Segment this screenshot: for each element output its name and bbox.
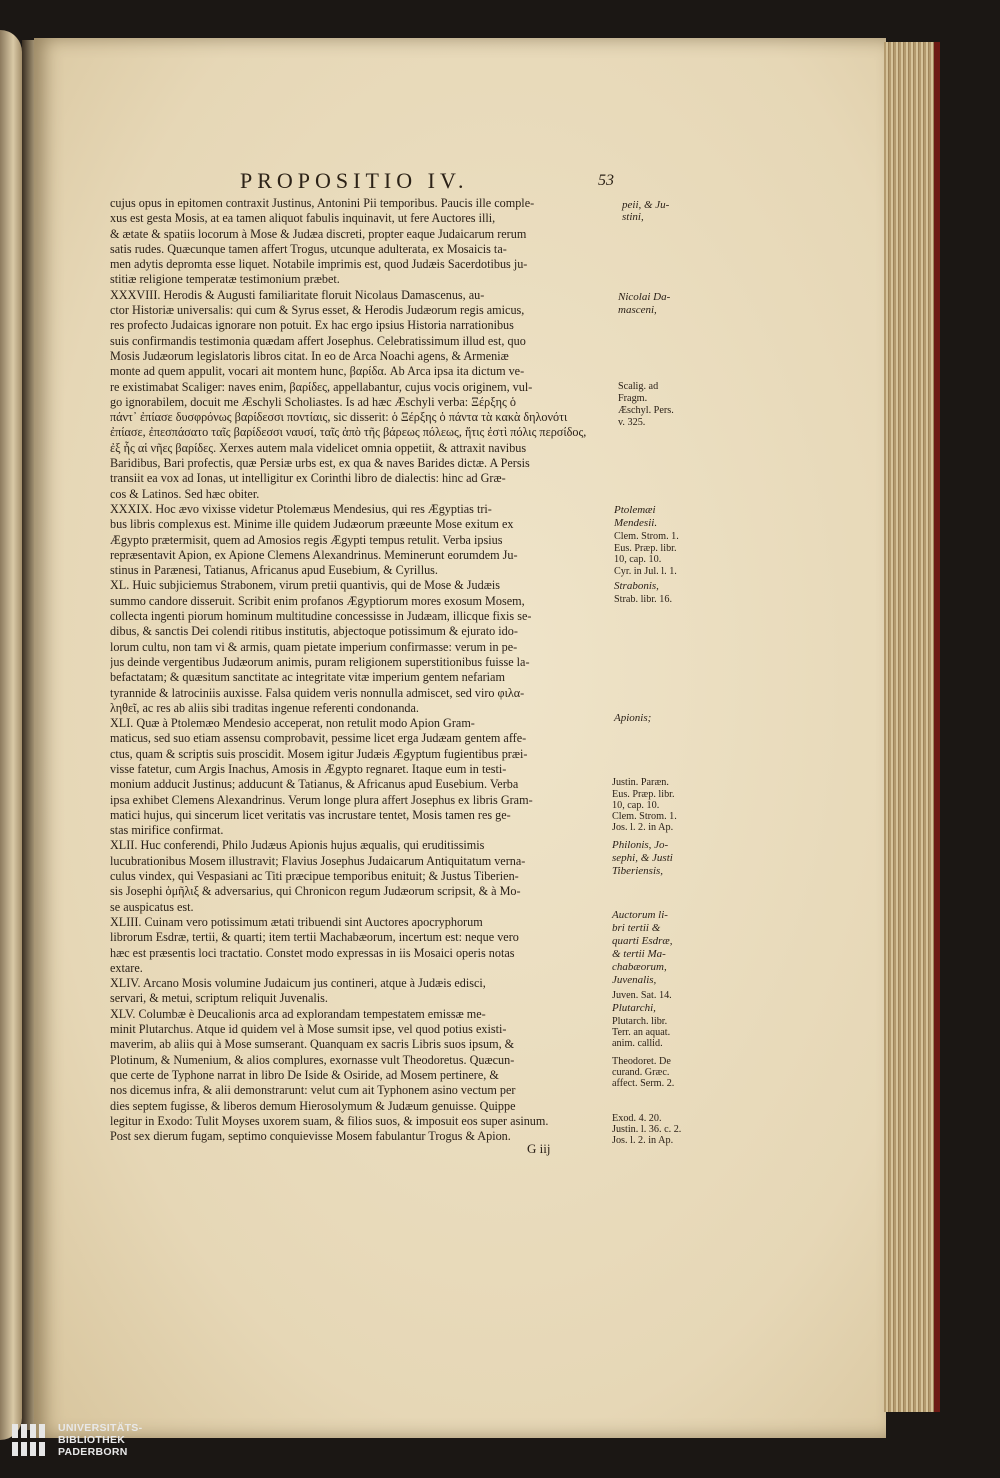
- text-line: lorum cultu, non tam vi & armis, quam pietate imperium confirmasse: verum in pe-: [110, 639, 518, 654]
- text-line: XL. Huic subjiciemus Strabonem, virum pretii quantivis, qui de Mose & Judæis: [110, 578, 500, 593]
- margin-note: Nicolai Da-: [618, 291, 671, 303]
- text-line: ipsa exhibet Clemens Alexandrinus. Verum longe plura affert Josephus ex libris Gram-: [110, 792, 533, 807]
- signature-mark: G iij: [527, 1141, 551, 1156]
- text-line: ctor Historiæ universalis: qui cum & Syrus esset, & Herodis Judæorum regis amicus,: [110, 303, 525, 318]
- margin-note: Plutarch. libr.: [612, 1016, 668, 1027]
- library-name-line: UNIVERSITÄTS-: [58, 1422, 143, 1434]
- text-line: culus vindex, qui Vespasiani ac Titi præcipue temporibus enituit; & Justus Tiberien-: [110, 869, 519, 884]
- margin-note: Cyr. in Jul. l. 1.: [614, 566, 677, 577]
- text-line: hæc est præsentis loci tractatio. Constet modo expressas in iis Mosaici operis notas: [110, 945, 515, 960]
- text-line: bus libris complexus est. Minime ille quidem Judæorum præeunte Mose exitum ex: [110, 517, 514, 532]
- text-line: XLII. Huc conferendi, Philo Judæus Apionis hujus æqualis, qui eruditissimis: [110, 838, 485, 853]
- margin-note: bri tertii &: [612, 922, 661, 934]
- text-line: librorum Esdræ, tertii, & quarti; item tertii Machabæorum, incertum est: neque vero: [110, 930, 519, 945]
- margin-note: Fragm.: [618, 393, 648, 404]
- text-line: befactatam; & quæsitum sanctitate ac integritate vitæ imperium gentem nefariam: [110, 670, 505, 685]
- text-line: se auspicatus est.: [110, 899, 194, 914]
- page-number: 53: [598, 172, 614, 189]
- margin-note: 10, cap. 10.: [612, 800, 660, 811]
- margin-note: Theodoret. De: [612, 1056, 671, 1067]
- text-line: stinus in Parænesi, Tatianus, Africanus apud Eusebium, & Cyrillus.: [110, 563, 438, 578]
- text-line: XLIV. Arcano Mosis volumine Judaicum jus contineri, atque à Judæis edisci,: [110, 976, 486, 991]
- margin-note: & tertii Ma-: [612, 948, 666, 960]
- text-line: visse fatetur, cum Argis Inachus, Amosis in Ægypto regnaret. Itaque eum in testi-: [110, 761, 507, 776]
- text-line: minit Plutarchus. Atque id quidem vel à Mose sumsit ipse, vel quod potius existi-: [110, 1022, 507, 1037]
- main-text: [110, 196, 608, 1160]
- text-line: XLI. Quæ à Ptolemæo Mendesio acceperat, non retulit modo Apion Gram-: [110, 716, 475, 731]
- margin-note: Clem. Strom. 1.: [612, 811, 677, 822]
- text-line: cos & Latinos. Sed hæc obiter.: [110, 486, 260, 501]
- margin-note: Apionis;: [614, 712, 652, 724]
- margin-note: Scalig. ad: [618, 381, 659, 392]
- text-line: & ætate & spatiis locorum à Mose & Judæa discreti, propter eaque Judaicarum rerum: [110, 226, 527, 241]
- running-header: PROPOSITIO IV.: [240, 168, 469, 193]
- text-line: ληθεῖ, ac res ab aliis sibi traditas ingenue referenti condonanda.: [110, 700, 419, 715]
- text-line: repræsentavit Apion, ex Apione Clemens Alexandrinus. Meminerunt eorumdem Ju-: [110, 547, 518, 562]
- margin-note: masceni,: [618, 304, 657, 316]
- margin-note: Eus. Præp. libr.: [614, 543, 677, 554]
- text-line: monium adducit Justinus; adducunt & Tatianus, & Africanus apud Eusebium. Verba: [110, 777, 519, 792]
- text-line: servari, & metui, scriptum reliquit Juvenalis.: [110, 991, 328, 1006]
- text-line: Mosis Judæorum legislatoris libros citat. In eo de Arca Noachi agens, & Armeniæ: [110, 348, 509, 363]
- library-name-line: PADERBORN: [58, 1446, 128, 1458]
- text-line: Post sex dierum fugam, septimo conquievisse Mosem fabulantur Trogus & Apion.: [110, 1129, 511, 1144]
- text-line: stitiæ religione temperatæ testimonium præbet.: [110, 272, 340, 287]
- text-line: cujus opus in epitomen contraxit Justinus, Antonini Pii temporibus. Paucis ille comple-: [110, 196, 535, 210]
- margin-note: sephi, & Justi: [612, 852, 673, 864]
- text-line: ctus, quam & scriptis suis proscidit. Mosem igitur Judæis Ægyptum fugientibus præi-: [110, 746, 528, 761]
- text-line: re existimabat Scaliger: naves enim, βαρίδες, appellabantur, cujus vocis originem, vul-: [110, 379, 533, 394]
- margin-note: v. 325.: [618, 417, 646, 428]
- text-line: jus deinde vergentibus Judæorum animis, puram religionem superstitionibus fuisse la-: [110, 654, 530, 669]
- margin-note: curand. Græc.: [612, 1067, 670, 1078]
- text-line: dies septem fugisse, & liberos demum Hierosolymum & Judæum genuisse. Quippe: [110, 1098, 516, 1113]
- margin-note: Plutarchi,: [612, 1002, 656, 1014]
- text-line: dibus, & sanctis Dei colendi ritibus institutis, abjectoque potissimum & ejurato ido-: [110, 624, 518, 639]
- text-line: men adytis depromta esse liquet. Notabile imprimis est, quod Judæis Sacerdotibus ju-: [110, 257, 528, 272]
- margin-note: Strabonis,: [614, 580, 659, 592]
- text-line: xus est gesta Mosis, at ea tamen aliquot fabulis inquinavit, ut fere Auctores illi,: [110, 211, 496, 226]
- margin-note: 10, cap. 10.: [614, 554, 662, 565]
- library-logo: [10, 1420, 142, 1460]
- margin-note: stini,: [622, 211, 644, 223]
- margin-note: Juven. Sat. 14.: [612, 990, 672, 1001]
- text-line: stas mirifice confirmat.: [110, 823, 224, 838]
- text-line: XLIII. Cuinam vero potissimum ætati tribuendi sint Auctores apocryphorum: [110, 914, 483, 929]
- margin-note: quarti Esdræ,: [612, 935, 673, 947]
- text-line: XXXVIII. Herodis & Augusti familiaritate floruit Nicolaus Damascenus, au-: [110, 287, 485, 302]
- margin-note: Justin. Paræn.: [612, 777, 669, 788]
- margin-note: affect. Serm. 2.: [612, 1078, 675, 1089]
- text-line: collecta ingenti piorum hominum multitudine concessisse in Judæam, illicque fixis se-: [110, 609, 532, 624]
- text-line: maticus, sed suo etiam assensu comprobavit, pessime licet erga Judæam gentem affe-: [110, 731, 527, 746]
- text-line: monte ad quem appulit, vocari ait montem hunc, βαρίδα. Ab Arca ipsa ita dictum ve-: [110, 364, 525, 379]
- text-line: que certe de Typhone narrat in libro De Iside & Osiride, ad Mosem pertinere, &: [110, 1067, 499, 1082]
- margin-note: Exod. 4. 20.: [612, 1113, 662, 1124]
- margin-note: Eus. Præp. libr.: [612, 789, 675, 800]
- text-line: Ægypto prætermisit, quem ad Amosios regis Ægypti tempus retulit. Verba ipsius: [110, 532, 503, 547]
- text-line: legitur in Exodo: Tulit Moyses uxorem suam, & filios suos, & imposuit eos super asinum.: [110, 1113, 549, 1128]
- text-line: ἐξ ἧς αἱ νῆες βαρίδες. Xerxes autem mala videlicet omnia oppetiit, & attraxit navibus: [110, 440, 527, 455]
- margin-note: Juvenalis,: [612, 974, 657, 986]
- margin-note: Jos. l. 2. in Ap.: [612, 1135, 674, 1146]
- text-line: satis rudes. Quæcunque tamen affert Trogus, utcunque adulterata, ex Mosaicis ta-: [110, 241, 507, 256]
- library-emblem-icon: [10, 1420, 50, 1460]
- text-line: res profecto Judaicas ignorare non potuit. Ex hac ergo ipsius Historia narrationibus: [110, 318, 514, 333]
- margin-note: anim. callid.: [612, 1038, 663, 1049]
- margin-note: Strab. libr. 16.: [614, 594, 673, 605]
- text-line: XXXIX. Hoc ævo vixisse videtur Ptolemæus Mendesius, qui res Ægyptias tri-: [110, 501, 492, 516]
- margin-note: Auctorum li-: [612, 909, 668, 921]
- text-line: nos dicemus infra, & alii demonstrarunt: velut cum ait Typhonem asino vectum per: [110, 1083, 516, 1098]
- margin-note: Terr. an aquat.: [612, 1027, 671, 1038]
- text-line: sis Josephi ὁμῆλιξ & adversarius, qui Chronicon regum Judæorum scripsit, & à Mo-: [110, 884, 521, 899]
- text-line: πάντ᾽ ἐπίασε δυσφρόνως βαρίδεσσι ποντίαις, sic disserit: ὁ Ξέρξης ὁ πάντα τὰ κακὰ δηλονότι: [110, 410, 568, 425]
- margin-note: Jos. l. 2. in Ap.: [612, 822, 674, 833]
- margin-note: peii, & Ju-: [622, 199, 670, 211]
- text-line: matici hujus, qui sincerum licet veritatis vas incrustare tentet, Mosis tamen res ge-: [110, 807, 511, 822]
- text-line: maverim, ab aliis qui à Mose sumserant. Quanquam ex sacris Libris suos ipsum, &: [110, 1037, 515, 1052]
- page-block-edge: [884, 42, 940, 1412]
- text-line: ἐπίασε, ἐπεσπάσατο ταῖς βαρίδεσσι ναυσί, ταῖς ἀπὸ τῆς βάρεως πόλεως, ἥτις ἐστὶ πόλις περσίδος,: [110, 425, 587, 440]
- text-line: XLV. Columbæ è Deucalionis arca ad explorandam tempestatem emissæ me-: [110, 1006, 486, 1021]
- text-line: extare.: [110, 960, 143, 975]
- text-line: tyrannide & latrociniis auxisse. Falsa quidem veris nonnulla admiscet, sed viro φιλα-: [110, 685, 525, 700]
- left-page-edge: [0, 30, 22, 1440]
- margin-note: Clem. Strom. 1.: [614, 531, 679, 542]
- text-line: lucubrationibus Mosem illustravit; Flavius Josephus Judaicarum Antiquitatum verna-: [110, 853, 526, 868]
- text-line: suis confirmandis testimonia quædam affert Josephus. Celebratissimum illud est, quo: [110, 333, 526, 348]
- margin-note: Tiberiensis,: [612, 865, 664, 877]
- margin-note: chabæorum,: [612, 961, 667, 973]
- text-line: go ignorabilem, docuit me Æschyli Scholiastes. Is ad hæc Æschyli verba: Ξέρξης ὁ: [110, 394, 516, 409]
- margin-note: Æschyl. Pers.: [618, 405, 674, 416]
- text-line: transiit ea vox ad Ionas, ut intelligitur ex Corinthi libro de dialectis: hinc ad Græ-: [110, 471, 506, 486]
- library-name-line: BIBLIOTHEK: [58, 1434, 126, 1446]
- margin-note: Mendesii.: [614, 517, 658, 529]
- text-line: summo candore disseruit. Scribit enim profanos Ægyptiorum mores exosum Mosem,: [110, 593, 525, 608]
- text-line: Baridibus, Bari profectis, quæ Persiæ urbs est, ex qua & naves Barides dictæ. A Persis: [110, 456, 530, 471]
- text-line: Plotinum, & Numenium, & alios complures, exornasse vult Theodoretus. Quæcun-: [110, 1052, 515, 1067]
- margin-note: Ptolemæi: [614, 504, 656, 516]
- margin-note: Philonis, Jo-: [612, 839, 669, 851]
- margin-note: Justin. l. 36. c. 2.: [612, 1124, 682, 1135]
